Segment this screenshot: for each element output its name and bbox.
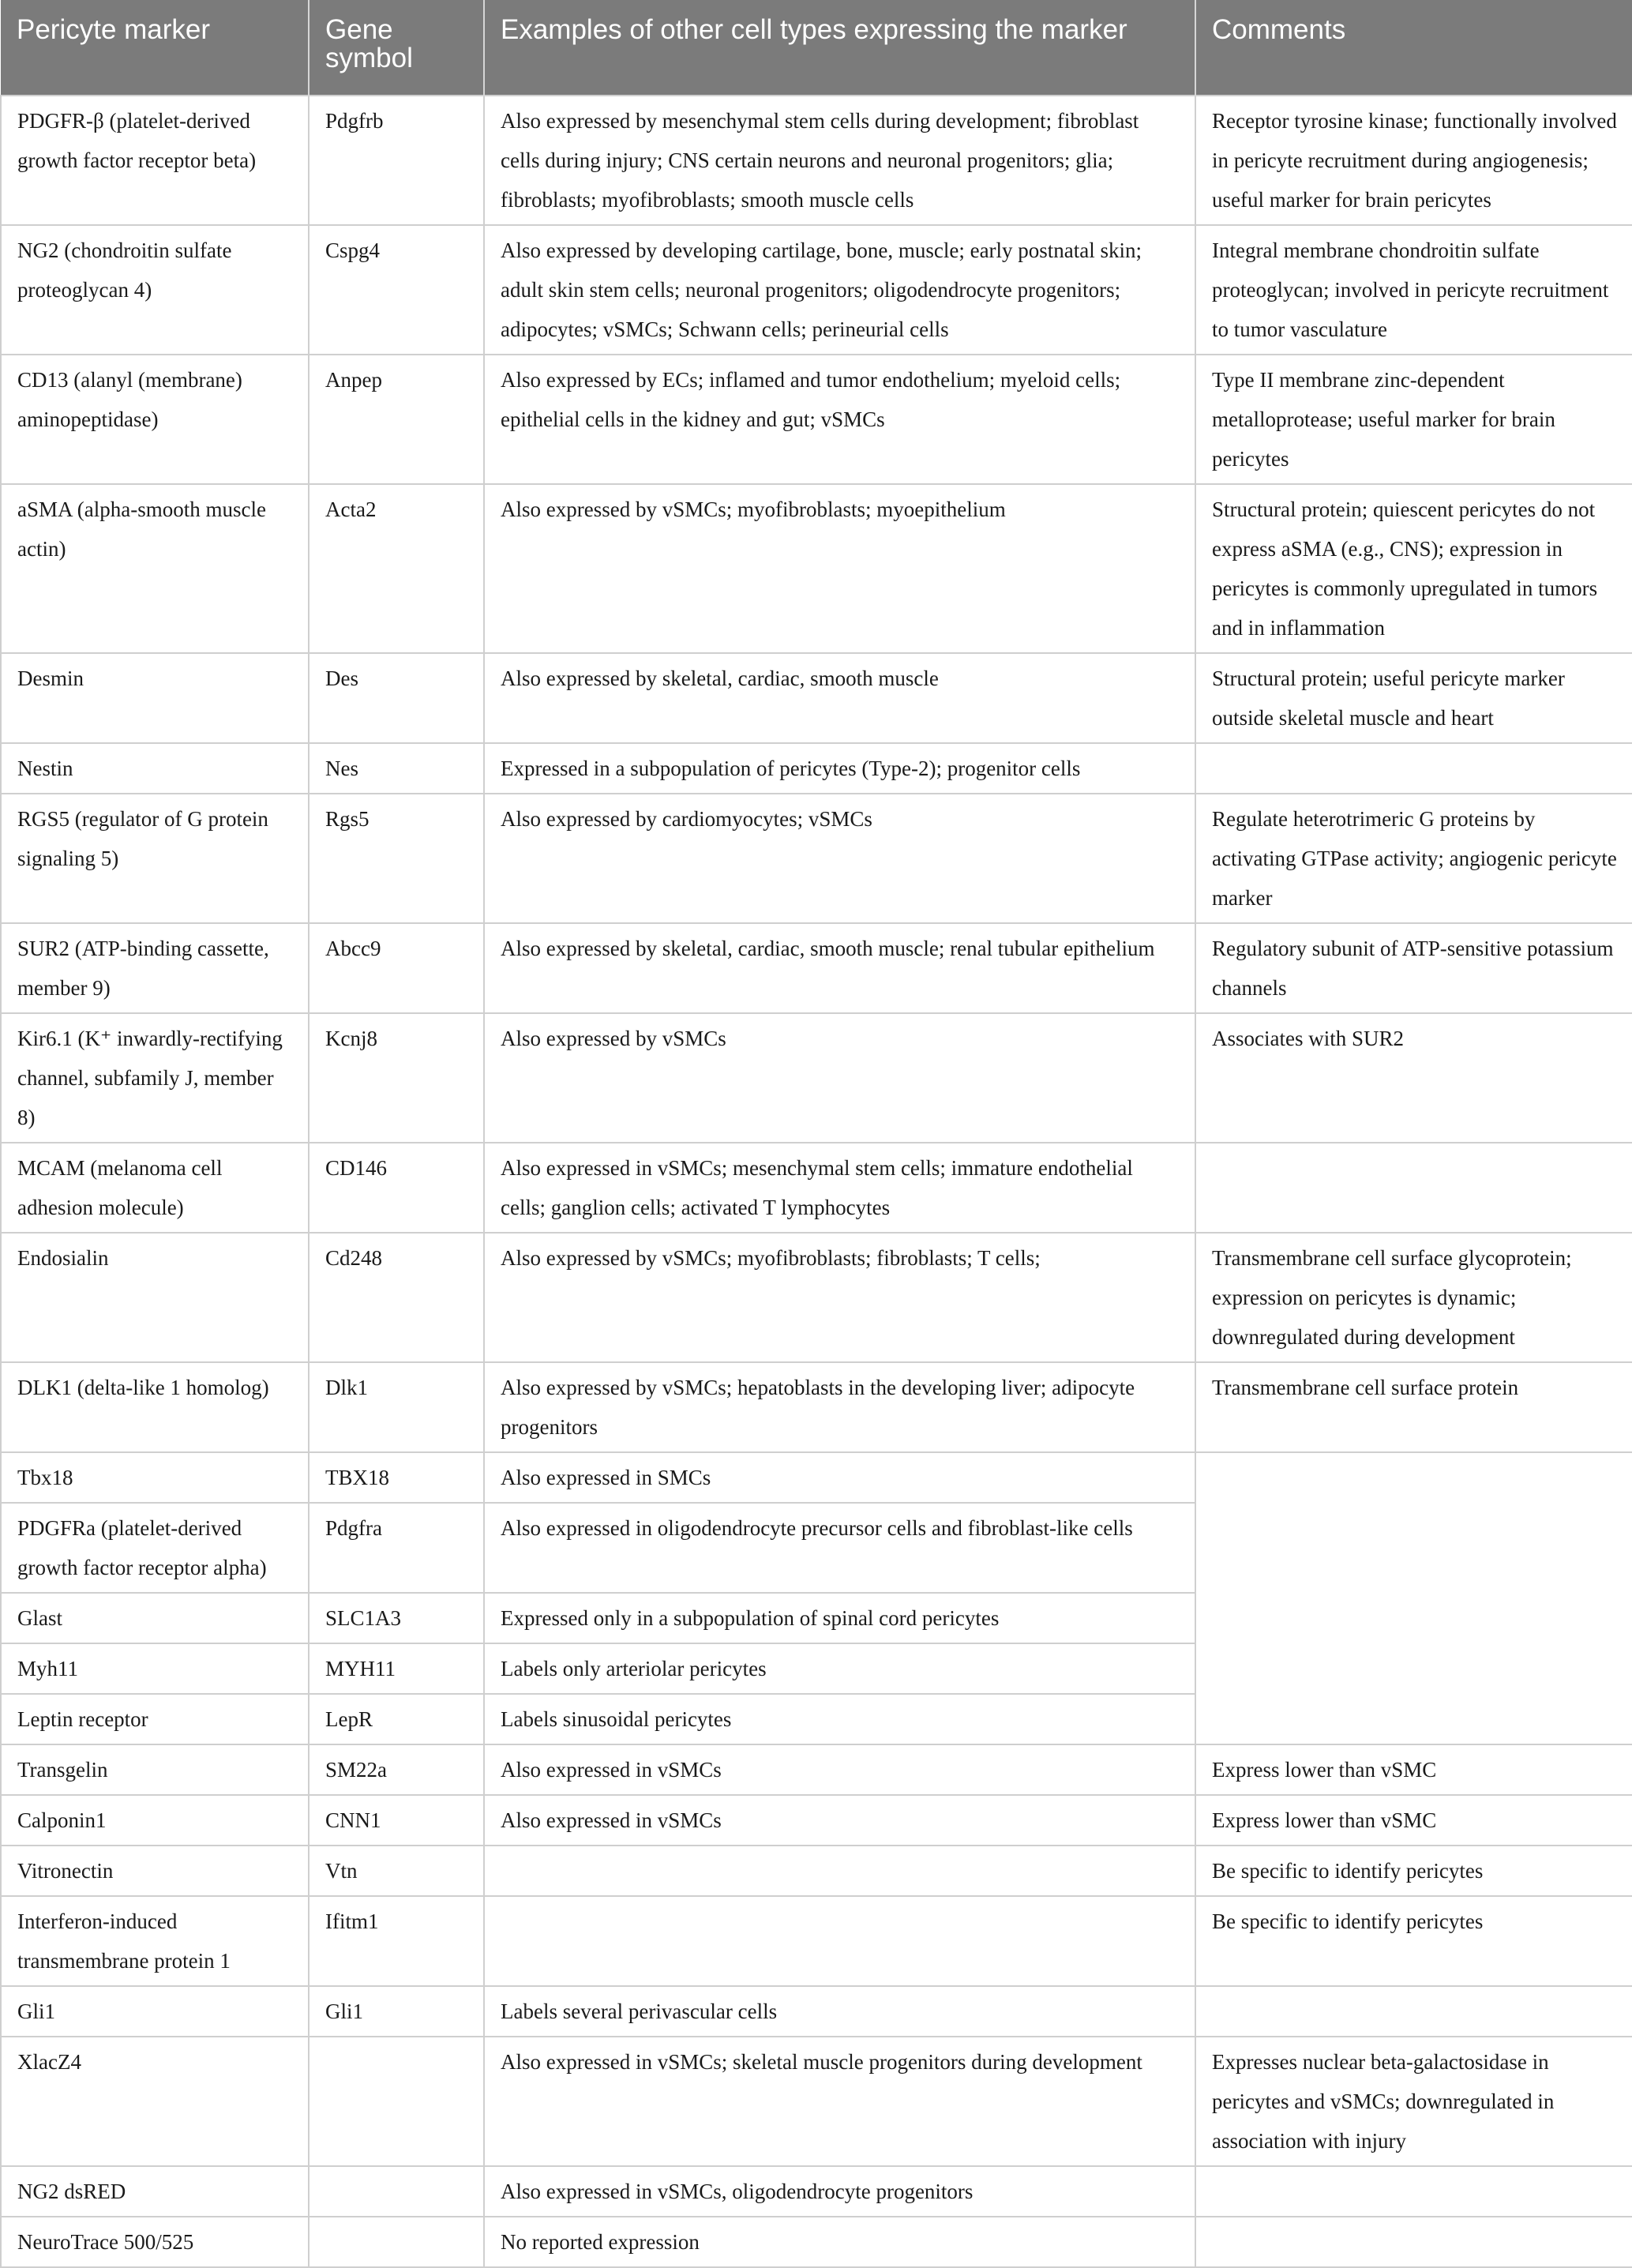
cell-pericyte-marker: Vitronectin — [1, 1846, 309, 1896]
header-gene-symbol: Gene symbol — [309, 0, 484, 96]
cell-other-cell-types: Also expressed by mesenchymal stem cells during development; fibroblast cells during injury; CNS certain neurons and neuronal progenitors; glia; fibroblasts; myofibroblasts; smooth muscle cells — [484, 96, 1195, 225]
cell-comments: Transmembrane cell surface glycoprotein; expression on pericytes is dynamic; downregulated during development — [1195, 1233, 1632, 1362]
cell-other-cell-types: Also expressed by skeletal, cardiac, smooth muscle; renal tubular epithelium — [484, 923, 1195, 1013]
table-row — [1, 1362, 1632, 1452]
cell-pericyte-marker: RGS5 (regulator of G protein signaling 5) — [1, 794, 309, 923]
cell-gene-symbol: Abcc9 — [309, 923, 484, 1013]
cell-pericyte-marker: Nestin — [1, 743, 309, 794]
cell-pericyte-marker: MCAM (melanoma cell adhesion molecule) — [1, 1143, 309, 1233]
cell-pericyte-marker: Endosialin — [1, 1233, 309, 1362]
table-row — [1, 2217, 1632, 2267]
cell-pericyte-marker: Transgelin — [1, 1744, 309, 1795]
cell-other-cell-types: Labels only arteriolar pericytes — [484, 1643, 1195, 1694]
cell-pericyte-marker: Kir6.1 (K⁺ inwardly-rectifying channel, subfamily J, member 8) — [1, 1013, 309, 1143]
cell-gene-symbol: Pdgfrb — [309, 96, 484, 225]
cell-pericyte-marker: Interferon-induced transmembrane protein 1 — [1, 1896, 309, 1986]
table-row — [1, 1896, 1632, 1986]
cell-gene-symbol: Kcnj8 — [309, 1013, 484, 1143]
cell-comments: Receptor tyrosine kinase; functionally involved in pericyte recruitment during angiogenesis; useful marker for brain pericytes — [1195, 96, 1632, 225]
table-row — [1, 1013, 1632, 1143]
cell-comments: Be specific to identify pericytes — [1195, 1846, 1632, 1896]
cell-gene-symbol: CD146 — [309, 1143, 484, 1233]
cell-pericyte-marker: Tbx18 — [1, 1452, 309, 1503]
cell-comments: Be specific to identify pericytes — [1195, 1896, 1632, 1986]
cell-other-cell-types: Also expressed by vSMCs; hepatoblasts in the developing liver; adipocyte progenitors — [484, 1362, 1195, 1452]
cell-comments — [1195, 1143, 1632, 1233]
table-row — [1, 484, 1632, 653]
cell-other-cell-types: Expressed only in a subpopulation of spinal cord pericytes — [484, 1593, 1195, 1643]
cell-other-cell-types: Expressed in a subpopulation of pericytes (Type-2); progenitor cells — [484, 743, 1195, 794]
cell-comments: Integral membrane chondroitin sulfate proteoglycan; involved in pericyte recruitment to tumor vasculature — [1195, 225, 1632, 355]
cell-comments — [1195, 2166, 1632, 2217]
cell-comments: Associates with SUR2 — [1195, 1013, 1632, 1143]
table-row — [1, 743, 1632, 794]
cell-gene-symbol: CNN1 — [309, 1795, 484, 1846]
table-row — [1, 1846, 1632, 1896]
cell-pericyte-marker: CD13 (alanyl (membrane) aminopeptidase) — [1, 355, 309, 484]
cell-other-cell-types: Also expressed by ECs; inflamed and tumor endothelium; myeloid cells; epithelial cells in the kidney and gut; vSMCs — [484, 355, 1195, 484]
cell-pericyte-marker: XlacZ4 — [1, 2037, 309, 2166]
table-row — [1, 653, 1632, 743]
cell-gene-symbol: Des — [309, 653, 484, 743]
cell-other-cell-types: No reported expression — [484, 2217, 1195, 2267]
cell-other-cell-types: Also expressed by cardiomyocytes; vSMCs — [484, 794, 1195, 923]
cell-other-cell-types — [484, 1896, 1195, 1986]
cell-gene-symbol: Nes — [309, 743, 484, 794]
header-pericyte-marker: Pericyte marker — [1, 0, 309, 96]
cell-pericyte-marker: NG2 dsRED — [1, 2166, 309, 2217]
cell-gene-symbol: Cspg4 — [309, 225, 484, 355]
cell-pericyte-marker: Gli1 — [1, 1986, 309, 2037]
cell-pericyte-marker: Glast — [1, 1593, 309, 1643]
table-row — [1, 1795, 1632, 1846]
cell-comments: Regulate heterotrimeric G proteins by activating GTPase activity; angiogenic pericyte marker — [1195, 794, 1632, 923]
table-row — [1, 355, 1632, 484]
cell-gene-symbol: Rgs5 — [309, 794, 484, 923]
cell-comments — [1195, 743, 1632, 794]
cell-other-cell-types: Labels several perivascular cells — [484, 1986, 1195, 2037]
header-comments: Comments — [1195, 0, 1632, 96]
cell-pericyte-marker: DLK1 (delta-like 1 homolog) — [1, 1362, 309, 1452]
cell-gene-symbol: Dlk1 — [309, 1362, 484, 1452]
cell-other-cell-types: Also expressed by developing cartilage, bone, muscle; early postnatal skin; adult skin stem cells; neuronal progenitors; oligodendrocyte progenitors; adipocytes; vSMCs; Schwann cells; perineurial cells — [484, 225, 1195, 355]
cell-pericyte-marker: Leptin receptor — [1, 1694, 309, 1744]
table-header — [1, 0, 1632, 96]
cell-gene-symbol: Pdgfra — [309, 1503, 484, 1593]
cell-gene-symbol: Vtn — [309, 1846, 484, 1896]
cell-other-cell-types: Also expressed by vSMCs; myofibroblasts; fibroblasts; T cells; — [484, 1233, 1195, 1362]
cell-pericyte-marker: Myh11 — [1, 1643, 309, 1694]
cell-comments — [1195, 1452, 1632, 1744]
cell-other-cell-types: Also expressed in SMCs — [484, 1452, 1195, 1503]
cell-pericyte-marker: NG2 (chondroitin sulfate proteoglycan 4) — [1, 225, 309, 355]
cell-gene-symbol: Cd248 — [309, 1233, 484, 1362]
cell-comments: Express lower than vSMC — [1195, 1744, 1632, 1795]
table-row — [1, 1986, 1632, 2037]
cell-comments: Regulatory subunit of ATP-sensitive potassium channels — [1195, 923, 1632, 1013]
cell-pericyte-marker: SUR2 (ATP-binding cassette, member 9) — [1, 923, 309, 1013]
cell-other-cell-types: Also expressed in vSMCs — [484, 1795, 1195, 1846]
cell-other-cell-types: Also expressed by vSMCs; myofibroblasts; myoepithelium — [484, 484, 1195, 653]
cell-gene-symbol: LepR — [309, 1694, 484, 1744]
cell-comments: Structural protein; quiescent pericytes do not express aSMA (e.g., CNS); expression in pericytes is commonly upregulated in tumors and in inflammation — [1195, 484, 1632, 653]
cell-gene-symbol: Ifitm1 — [309, 1896, 484, 1986]
cell-comments — [1195, 1986, 1632, 2037]
cell-gene-symbol: MYH11 — [309, 1643, 484, 1694]
cell-pericyte-marker: PDGFRa (platelet-derived growth factor receptor alpha) — [1, 1503, 309, 1593]
cell-comments: Structural protein; useful pericyte marker outside skeletal muscle and heart — [1195, 653, 1632, 743]
cell-pericyte-marker: PDGFR-β (platelet-derived growth factor receptor beta) — [1, 96, 309, 225]
table-row — [1, 1452, 1632, 1503]
cell-other-cell-types: Also expressed by skeletal, cardiac, smooth muscle — [484, 653, 1195, 743]
cell-comments: Type II membrane zinc-dependent metalloprotease; useful marker for brain pericytes — [1195, 355, 1632, 484]
cell-other-cell-types: Also expressed by vSMCs — [484, 1013, 1195, 1143]
cell-comments — [1195, 2217, 1632, 2267]
cell-gene-symbol: Acta2 — [309, 484, 484, 653]
header-other-cell-types: Examples of other cell types expressing the marker — [484, 0, 1195, 96]
cell-comments: Expresses nuclear beta-galactosidase in pericytes and vSMCs; downregulated in association with injury — [1195, 2037, 1632, 2166]
cell-gene-symbol — [309, 2166, 484, 2217]
cell-pericyte-marker: Desmin — [1, 653, 309, 743]
cell-comments: Express lower than vSMC — [1195, 1795, 1632, 1846]
table-row — [1, 794, 1632, 923]
cell-other-cell-types — [484, 1846, 1195, 1896]
cell-pericyte-marker: Calponin1 — [1, 1795, 309, 1846]
table-row — [1, 923, 1632, 1013]
cell-pericyte-marker: aSMA (alpha-smooth muscle actin) — [1, 484, 309, 653]
cell-gene-symbol: TBX18 — [309, 1452, 484, 1503]
cell-comments: Transmembrane cell surface protein — [1195, 1362, 1632, 1452]
cell-other-cell-types: Also expressed in vSMCs, oligodendrocyte progenitors — [484, 2166, 1195, 2217]
table-body — [1, 96, 1632, 2267]
cell-gene-symbol: Anpep — [309, 355, 484, 484]
cell-gene-symbol — [309, 2037, 484, 2166]
cell-other-cell-types: Also expressed in oligodendrocyte precursor cells and fibroblast-like cells — [484, 1503, 1195, 1593]
cell-gene-symbol — [309, 2217, 484, 2267]
table-row — [1, 1233, 1632, 1362]
table-row — [1, 96, 1632, 225]
cell-gene-symbol: SM22a — [309, 1744, 484, 1795]
cell-gene-symbol: Gli1 — [309, 1986, 484, 2037]
cell-other-cell-types: Also expressed in vSMCs; mesenchymal stem cells; immature endothelial cells; ganglion cells; activated T lymphocytes — [484, 1143, 1195, 1233]
table-row — [1, 2037, 1632, 2166]
table-row — [1, 2166, 1632, 2217]
cell-other-cell-types: Also expressed in vSMCs — [484, 1744, 1195, 1795]
table-row — [1, 1744, 1632, 1795]
table-row — [1, 225, 1632, 355]
table-row — [1, 1143, 1632, 1233]
cell-pericyte-marker: NeuroTrace 500/525 — [1, 2217, 309, 2267]
cell-gene-symbol: SLC1A3 — [309, 1593, 484, 1643]
header-row — [1, 0, 1632, 96]
cell-other-cell-types: Also expressed in vSMCs; skeletal muscle progenitors during development — [484, 2037, 1195, 2166]
cell-other-cell-types: Labels sinusoidal pericytes — [484, 1694, 1195, 1744]
